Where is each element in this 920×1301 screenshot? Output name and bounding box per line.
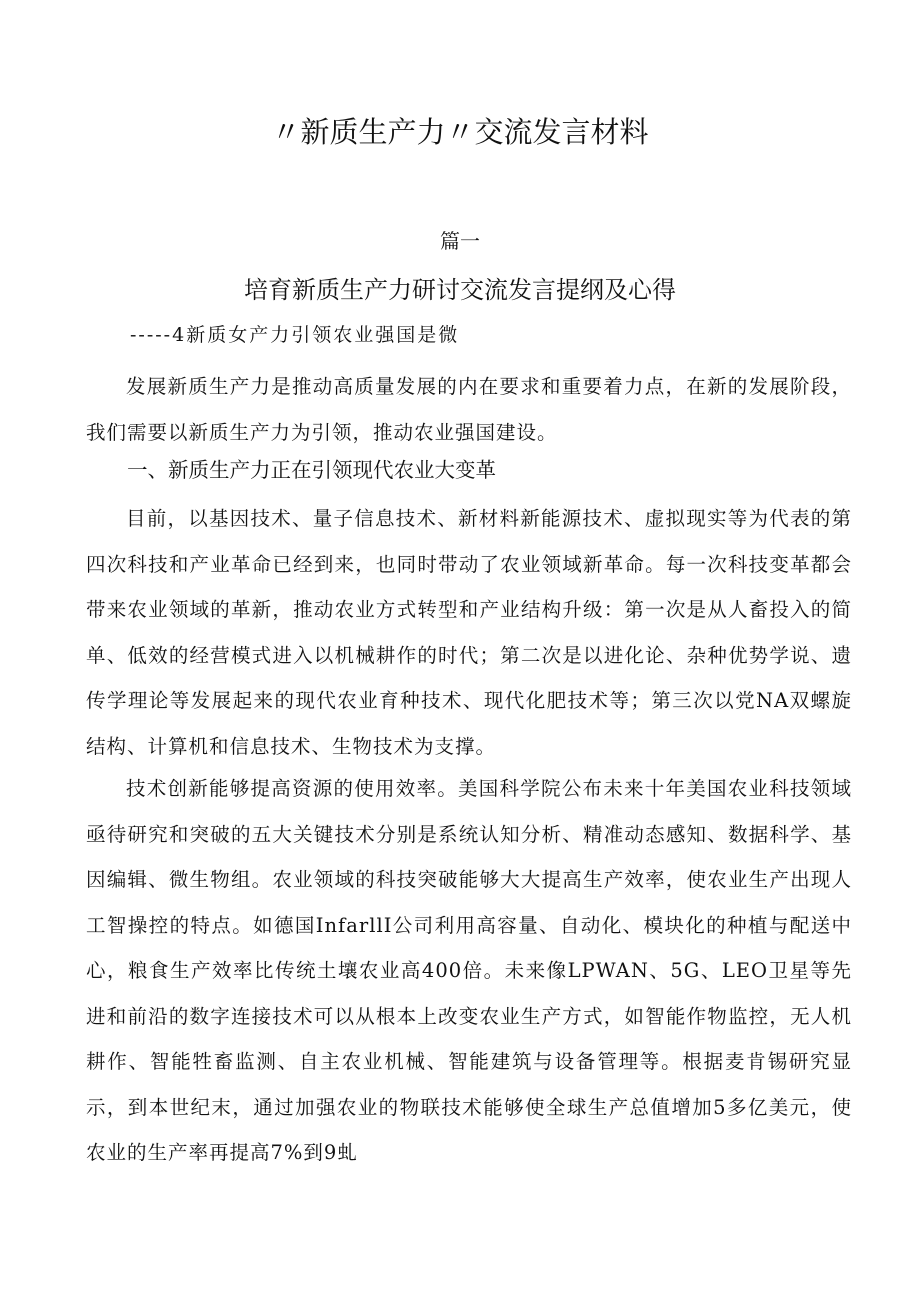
section-heading-1: 一、新质生产力正在引领现代农业大变革 <box>127 458 496 482</box>
paragraph-technology: 技术创新能够提高资源的使用效率。美国科学院公布未来十年美国农业科技领域亟待研究和突破的五大关键技术分别是系统认知分析、精准动态感知、数据科学、基因编辑、微生物组。农业领域的科技突破能够大大提高生产效率，使农业生产出现人工智操控的特点。如德国InfarllI公司利用高容量、自动化、模块化的种植与配送中心，粮食生产效率比传统土壤农业高400倍。未来像LPWAN、5G、LEO卫星等先进和前沿的数字连接技术可以从根本上改变农业生产方式，如智能作物监控，无人机耕作、智能牲畜监测、自主农业机械、智能建筑与设备管理等。根据麦肯锡研究显示，到本世纪末，通过加强农业的物联技术能够使全球生产总值增加5多亿美元，使农业的生产率再提高7%到9虬 <box>86 777 852 1164</box>
document-title: 〃新质生产力〃交流发言材料 <box>271 115 649 149</box>
subtitle: 培育新质生产力研讨交流发言提纲及心得 <box>244 276 676 304</box>
paragraph-revolution: 目前，以基因技术、量子信息技术、新材料新能源技术、虚拟现实等为代表的第四次科技和产业革命已经到来，也同时带动了农业领域新革命。每一次科技变革都会带来农业领域的革新，推动农业方式转型和产业结构升级：第一次是从人畜投入的简单、低效的经营模式进入以机械耕作的时代；第二次是以进化论、杂种优势学说、遗传学理论等发展起来的现代农业育种技术、现代化肥技术等；第三次以党NA双螺旋结构、计算机和信息技术、生物技术为支撑。 <box>86 507 852 758</box>
section-label: 篇一 <box>440 229 480 253</box>
paragraph-intro: 发展新质生产力是推动高质量发展的内在要求和重要着力点，在新的发展阶段，我们需要以新质生产力为引领，推动农业强国建设。 <box>86 375 852 444</box>
byline: -----4新质女产力引领农业强国是微 <box>130 324 460 346</box>
